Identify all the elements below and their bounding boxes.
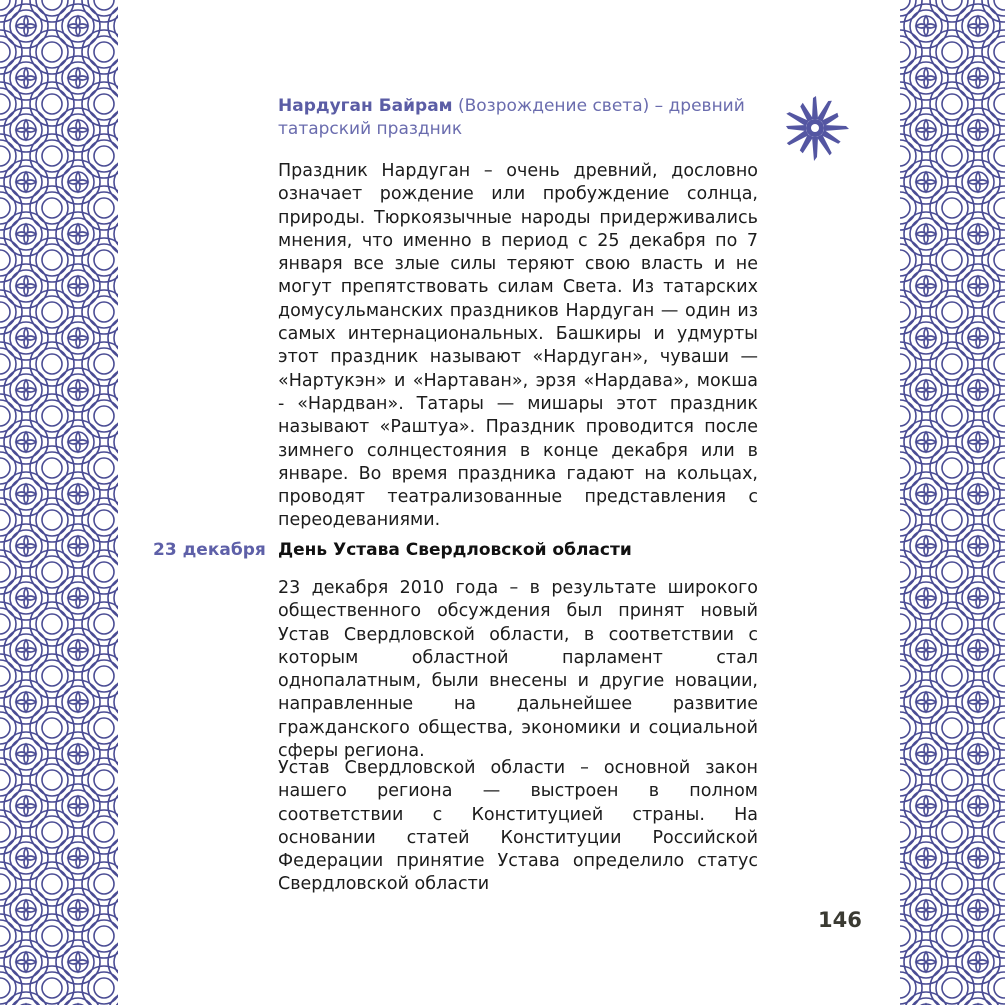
holiday-title: [278, 95, 758, 141]
sun-burst-icon: [778, 94, 852, 162]
charter-paragraph-1: 23 декабря 2010 года – в результате широкого общественного обсуждения был принят новый Устав Свердловской области, в соответствии с которым областной парламент стал однопалатным, были внесены и другие новации, направленные на дальнейшее развитие гражданского общества, экономики и социальной сферы региона.: [278, 578, 758, 762]
page-number: 146: [818, 908, 862, 932]
left-ornament-border: [0, 0, 118, 1005]
holiday-title-rest: (Возрождение света) – древний татарский праздник: [278, 96, 745, 139]
section-title: День Устава Свердловской области: [278, 540, 632, 560]
holiday-description: Праздник Нардуган – очень древний, дословно означает рождение или пробуждение солнца, природы. Тюркоязычные народы придерживались мнения, что именно в период с 25 декабря по 7 января все злые силы теряют свою власть и не могут препятствовать силам Света. Из татарских домусульманских праздников Нардуган — один из самых интернациональных. Башкиры и удмурты этот праздник называют «Нардуган», чуваши — «Нартукэн» и «Нартаван», эрзя «Нардава», мокша - «Нардван». Татары — мишары этот праздник называют «Раштуа». Праздник проводится после зимнего солнцестояния в конце декабря или в январе. Во время праздника гадают на кольцах, проводят театрализованные представления с переодеваниями.: [278, 161, 758, 531]
section-date: 23 декабря: [153, 540, 266, 560]
holiday-title-bold: Нардуган Байрам: [278, 96, 453, 116]
charter-paragraph-2: Устав Свердловской области – основной закон нашего региона — выстроен в полном соответствии с Конституцией страны. На основании статей Конституции Российской Федерации принятие Устава определило статус Свердловской области: [278, 758, 758, 895]
right-ornament-border: [900, 0, 1005, 1005]
